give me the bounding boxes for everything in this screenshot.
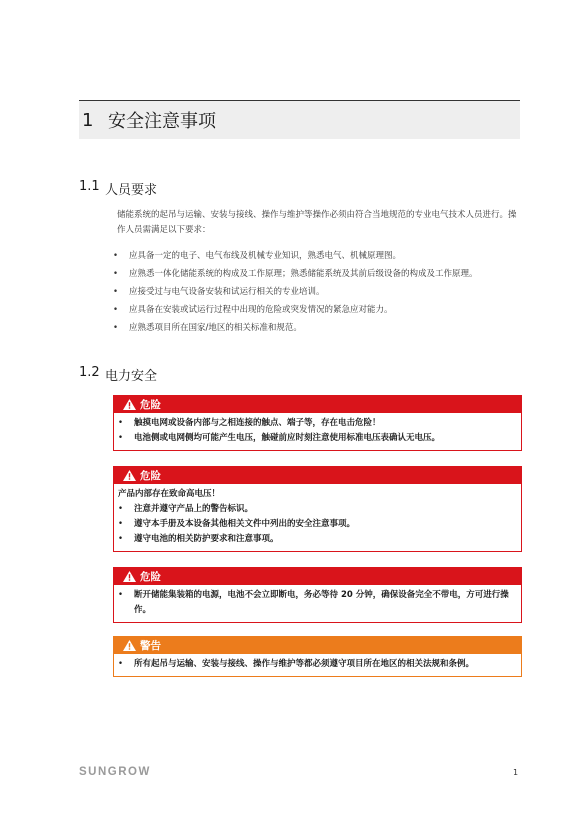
- chapter-heading: [79, 101, 520, 139]
- list-item-text: 断开储能集装箱的电源，电池不会立即断电，务必等待 20 分钟，确保设备完全不带电，方可进行操作。: [134, 590, 509, 615]
- bullet-marker: •: [113, 305, 119, 315]
- brand-logo: SUNGROW: [79, 766, 151, 778]
- warning-box: [113, 636, 522, 677]
- section-number: 1.2: [79, 365, 100, 380]
- list-item-text: 注意并遵守产品上的警告标识。: [134, 504, 254, 514]
- chapter-title: 安全注意事项: [108, 111, 216, 132]
- list-item-text: 电池侧或电网侧均可能产生电压，触碰前应时刻注意使用标准电压表确认无电压。: [134, 433, 441, 443]
- list-item: [118, 431, 515, 446]
- list-item-text: 遵守本手册及本设备其他相关文件中列出的安全注意事项。: [134, 519, 356, 529]
- danger-label: 危险: [140, 470, 161, 482]
- bullet-marker: •: [118, 534, 124, 544]
- danger-header: [114, 396, 521, 413]
- list-item: [118, 502, 515, 517]
- list-item-text: 应具备一定的电子、电气布线及机械专业知识，熟悉电气、机械原理图。: [129, 251, 402, 261]
- section-heading-personnel: [79, 179, 157, 198]
- list-item: [113, 321, 522, 336]
- requirements-list: [113, 249, 522, 339]
- bullet-marker: •: [118, 504, 124, 514]
- danger-header: [114, 467, 521, 484]
- list-item-text: 应接受过与电气设备安装和试运行相关的专业培训。: [129, 287, 325, 297]
- list-item: [113, 267, 522, 282]
- list-item: [118, 532, 515, 547]
- bullet-marker: •: [118, 418, 124, 428]
- danger-box: [113, 466, 522, 552]
- warning-triangle-icon: [123, 571, 136, 582]
- warning-triangle-icon: [123, 470, 136, 481]
- list-item-text: 应具备在安装或试运行过程中出现的危险或突发情况的紧急应对能力。: [129, 305, 393, 315]
- danger-lead-text: 产品内部存在致命高电压！: [118, 489, 221, 499]
- list-item: [118, 517, 515, 532]
- section-title: 人员要求: [105, 183, 158, 198]
- warning-triangle-icon: [123, 399, 136, 410]
- list-item-text: 触摸电网或设备内部与之相连接的触点、端子等，存在电击危险！: [134, 418, 381, 428]
- bullet-marker: •: [118, 659, 124, 669]
- danger-label: 危险: [140, 399, 161, 411]
- bullet-marker: •: [113, 323, 119, 333]
- list-item: [113, 249, 522, 264]
- bullet-marker: •: [118, 519, 124, 529]
- list-item-text: 应熟悉项目所在国家/地区的相关标准和规范。: [129, 323, 302, 333]
- danger-header: [114, 568, 521, 585]
- page-number: 1: [513, 768, 519, 777]
- list-item: [113, 303, 522, 318]
- list-item-text: 遵守电池的相关防护要求和注意事项。: [134, 534, 279, 544]
- section-heading-electrical-safety: [79, 365, 157, 384]
- danger-box: [113, 567, 522, 623]
- danger-label: 危险: [140, 571, 161, 583]
- list-item-text: 应熟悉一体化储能系统的构成及工作原理；熟悉储能系统及其前后级设备的构成及工作原理。: [129, 269, 478, 279]
- bullet-marker: •: [113, 269, 119, 279]
- list-item: [118, 657, 515, 672]
- bullet-marker: •: [113, 287, 119, 297]
- warning-triangle-icon: [123, 640, 136, 651]
- list-item-text: 所有起吊与运输、安装与接线、操作与维护等都必须遵守项目所在地区的相关法规和条例。: [134, 659, 475, 669]
- bullet-marker: •: [118, 433, 124, 443]
- warning-label: 警告: [140, 640, 161, 652]
- list-item: [118, 416, 515, 431]
- list-item: [113, 285, 522, 300]
- chapter-number: 1: [82, 109, 94, 131]
- section-intro-paragraph: 储能系统的起吊与运输、安装与接线、操作与维护等操作必须由符合当地规范的专业电气技术人员进行。操作人员需满足以下要求：: [117, 210, 517, 235]
- bullet-marker: •: [118, 590, 124, 600]
- section-title: 电力安全: [105, 369, 158, 384]
- bullet-marker: •: [113, 251, 119, 261]
- warning-header: [114, 637, 521, 654]
- danger-box: [113, 395, 522, 451]
- section-number: 1.1: [79, 179, 100, 194]
- list-item: [118, 588, 515, 618]
